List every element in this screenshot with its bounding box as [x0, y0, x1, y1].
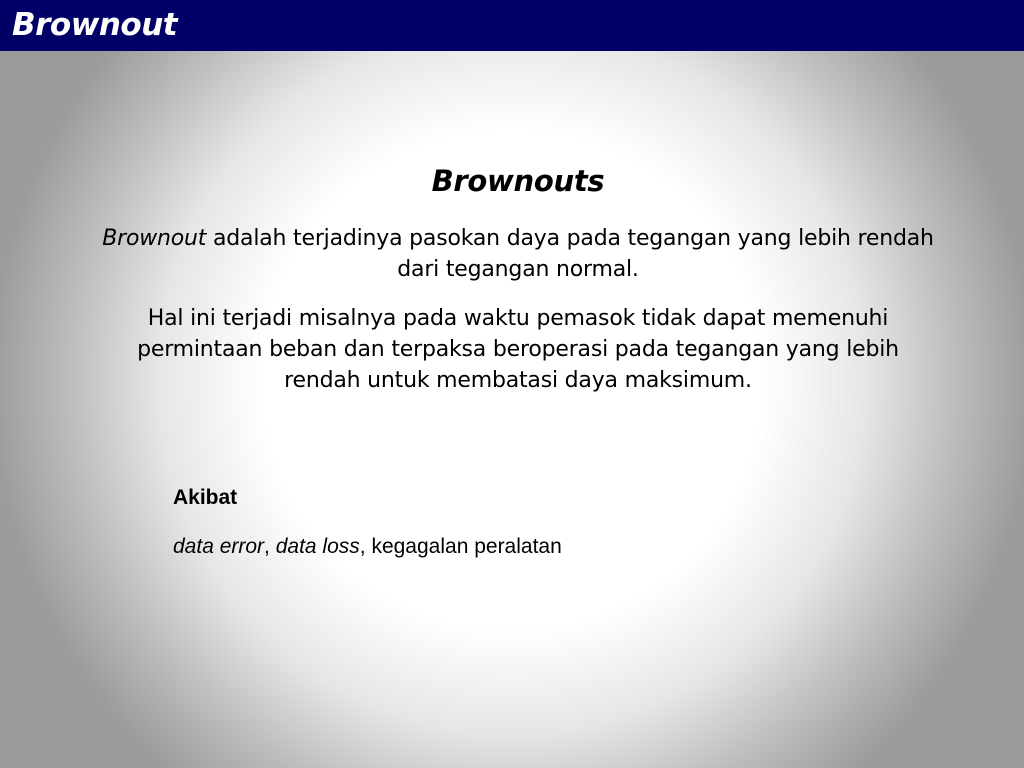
explanation-paragraph: Hal ini terjadi misalnya pada waktu pemasok tidak dapat memenuhi permintaan beban dan terpaksa beroperasi pada tegangan yang lebih rendah untuk membatasi daya maksimum. [137, 306, 899, 393]
effects-label: Akibat [173, 486, 238, 509]
definition-term: Brownout [102, 226, 207, 251]
effect-rest: , kegagalan peralatan [359, 535, 562, 558]
definition-text: adalah terjadinya pasokan daya pada tegangan yang lebih rendah dari tegangan normal. [206, 226, 934, 282]
slide-title: Brownout [12, 7, 178, 43]
title-bar [0, 0, 1024, 51]
definition-paragraph [100, 223, 936, 285]
effect-data-loss: data loss [275, 535, 360, 558]
slide-heading: Brownouts [431, 164, 605, 198]
effect-data-error: data error [173, 535, 265, 558]
effects-separator: , [264, 535, 276, 558]
effects-list [173, 535, 562, 559]
